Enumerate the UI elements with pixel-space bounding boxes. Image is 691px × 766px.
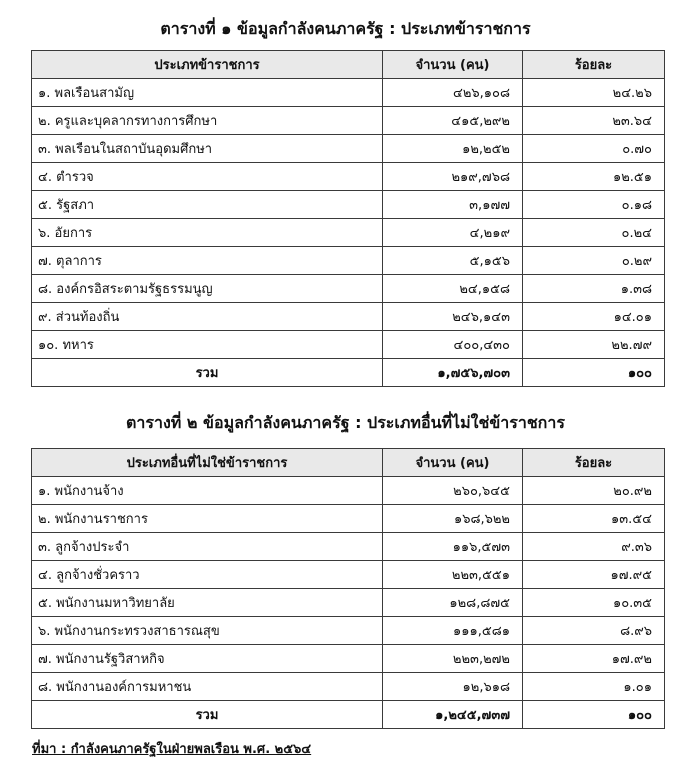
row-label: ๔. ตำรวจ — [32, 163, 383, 191]
row-percent: ๑๗.๙๒ — [523, 645, 665, 673]
total-label: รวม — [32, 359, 383, 387]
row-count: ๒๔,๑๕๘ — [383, 275, 523, 303]
row-count: ๑๒,๖๑๘ — [383, 673, 523, 701]
row-percent: ๙.๓๖ — [523, 533, 665, 561]
total-percent: ๑๐๐ — [523, 701, 665, 729]
row-count: ๒๒๓,๒๗๒ — [383, 645, 523, 673]
column-header-type: ประเภทข้าราชการ — [32, 51, 383, 79]
row-count: ๑๑๖,๕๗๓ — [383, 533, 523, 561]
row-label: ๓. ลูกจ้างประจำ — [32, 533, 383, 561]
column-header-percent: ร้อยละ — [523, 51, 665, 79]
row-count: ๑๖๘,๖๒๒ — [383, 505, 523, 533]
row-count: ๒๖๐,๖๔๕ — [383, 477, 523, 505]
row-count: ๕,๑๕๖ — [383, 247, 523, 275]
row-label: ๒. พนักงานราชการ — [32, 505, 383, 533]
total-label: รวม — [32, 701, 383, 729]
table-row — [32, 673, 665, 701]
row-label: ๔. ลูกจ้างชั่วคราว — [32, 561, 383, 589]
table-row — [32, 477, 665, 505]
row-percent: ๐.๒๙ — [523, 247, 665, 275]
row-label: ๓. พลเรือนในสถาบันอุดมศึกษา — [32, 135, 383, 163]
row-label: ๘. พนักงานองค์การมหาชน — [32, 673, 383, 701]
column-header-count: จำนวน (คน) — [383, 51, 523, 79]
column-header-percent: ร้อยละ — [523, 449, 665, 477]
row-percent: ๘.๙๖ — [523, 617, 665, 645]
row-count: ๒๒๓,๕๕๑ — [383, 561, 523, 589]
row-percent: ๑.๓๘ — [523, 275, 665, 303]
row-count: ๑๒,๒๕๒ — [383, 135, 523, 163]
row-percent: ๑๓.๕๔ — [523, 505, 665, 533]
table2-title: ตารางที่ ๒ ข้อมูลกำลังคนภาครัฐ : ประเภทอื่นที่ไม่ใช่ข้าราชการ — [126, 413, 565, 432]
row-percent: ๑๐.๓๕ — [523, 589, 665, 617]
table-row — [32, 617, 665, 645]
table-row — [32, 135, 665, 163]
row-label: ๑. พลเรือนสามัญ — [32, 79, 383, 107]
row-percent: ๒๐.๙๒ — [523, 477, 665, 505]
row-label: ๖. อัยการ — [32, 219, 383, 247]
table-row — [32, 219, 665, 247]
row-percent: ๐.๗๐ — [523, 135, 665, 163]
row-count: ๔๒๖,๑๐๘ — [383, 79, 523, 107]
total-count: ๑,๒๔๕,๗๓๗ — [383, 701, 523, 729]
table-row — [32, 505, 665, 533]
row-label: ๖. พนักงานกระทรวงสาธารณสุข — [32, 617, 383, 645]
non-civil-servant-table — [31, 448, 665, 729]
table-row — [32, 589, 665, 617]
row-count: ๔๐๐,๔๓๐ — [383, 331, 523, 359]
row-percent: ๐.๒๔ — [523, 219, 665, 247]
table-header-row — [32, 449, 665, 477]
table-row — [32, 191, 665, 219]
row-label: ๑๐. ทหาร — [32, 331, 383, 359]
column-header-type: ประเภทอื่นที่ไม่ใช่ข้าราชการ — [32, 449, 383, 477]
row-percent: ๑๗.๙๕ — [523, 561, 665, 589]
row-label: ๕. รัฐสภา — [32, 191, 383, 219]
row-percent: ๒๒.๗๙ — [523, 331, 665, 359]
row-percent: ๑๔.๐๑ — [523, 303, 665, 331]
table-row — [32, 247, 665, 275]
row-label: ๒. ครูและบุคลากรทางการศึกษา — [32, 107, 383, 135]
row-count: ๑๒๘,๘๗๕ — [383, 589, 523, 617]
row-percent: ๑๒.๕๑ — [523, 163, 665, 191]
row-count: ๓,๑๗๗ — [383, 191, 523, 219]
table1-title: ตารางที่ ๑ ข้อมูลกำลังคนภาครัฐ : ประเภทข้าราชการ — [160, 19, 531, 38]
total-percent: ๑๐๐ — [523, 359, 665, 387]
table-row — [32, 533, 665, 561]
row-percent: ๒๓.๖๔ — [523, 107, 665, 135]
row-label: ๑. พนักงานจ้าง — [32, 477, 383, 505]
row-count: ๑๑๑,๕๘๑ — [383, 617, 523, 645]
table-row — [32, 163, 665, 191]
table-header-row — [32, 51, 665, 79]
column-header-count: จำนวน (คน) — [383, 449, 523, 477]
row-label: ๕. พนักงานมหาวิทยาลัย — [32, 589, 383, 617]
table-row — [32, 331, 665, 359]
table-total-row — [32, 701, 665, 729]
table-total-row — [32, 359, 665, 387]
table-row — [32, 303, 665, 331]
row-percent: ๐.๑๘ — [523, 191, 665, 219]
row-count: ๒๔๖,๑๔๓ — [383, 303, 523, 331]
table-row — [32, 561, 665, 589]
row-label: ๙. ส่วนท้องถิ่น — [32, 303, 383, 331]
row-percent: ๒๔.๒๖ — [523, 79, 665, 107]
source-note: ที่มา : กำลังคนภาครัฐในฝ่ายพลเรือน พ.ศ. ๒๕๖๔ — [32, 742, 312, 757]
table-row — [32, 275, 665, 303]
civil-servant-table — [31, 50, 665, 387]
total-count: ๑,๗๕๖,๗๐๓ — [383, 359, 523, 387]
table-row — [32, 79, 665, 107]
row-label: ๗. ตุลาการ — [32, 247, 383, 275]
row-percent: ๑.๐๑ — [523, 673, 665, 701]
row-label: ๘. องค์กรอิสระตามรัฐธรรมนูญ — [32, 275, 383, 303]
table-row — [32, 645, 665, 673]
row-label: ๗. พนักงานรัฐวิสาหกิจ — [32, 645, 383, 673]
row-count: ๒๑๙,๗๖๘ — [383, 163, 523, 191]
row-count: ๔๑๕,๒๙๒ — [383, 107, 523, 135]
row-count: ๔,๒๑๙ — [383, 219, 523, 247]
table-row — [32, 107, 665, 135]
